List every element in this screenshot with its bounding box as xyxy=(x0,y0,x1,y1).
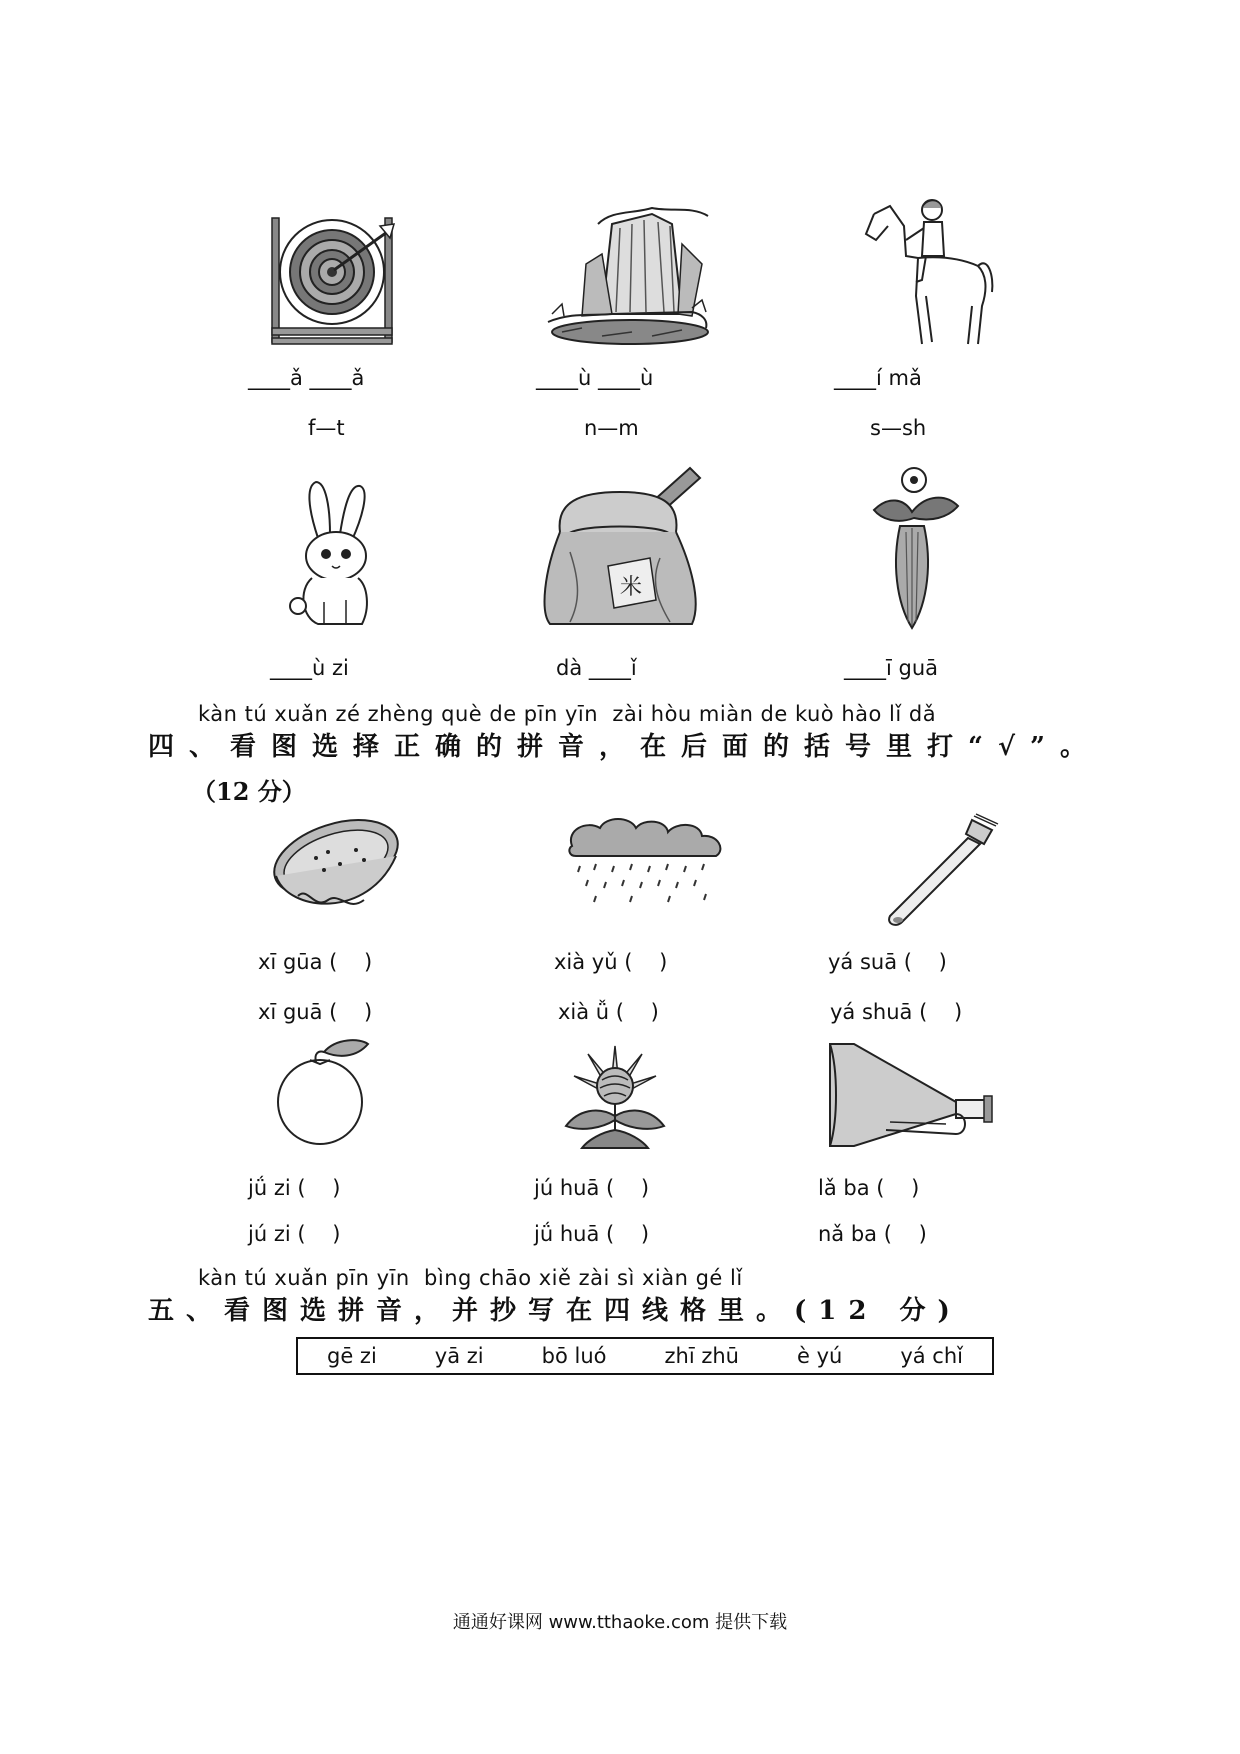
blank-horse-rider: ____í mǎ xyxy=(834,366,922,390)
rice-sack-icon xyxy=(540,462,704,632)
blank-rabbit: ____ù zi xyxy=(270,656,349,680)
hint-s-sh: s—sh xyxy=(870,416,927,440)
option-rain-b[interactable]: xià ǚ ( ) xyxy=(558,1000,659,1024)
option-trumpet-a[interactable]: lǎ ba ( ) xyxy=(818,1176,920,1200)
section5-pinyin: kàn tú xuǎn pīn yīn bìng chāo xiě zài sì xiàn gé lǐ xyxy=(198,1266,743,1290)
section5-heading: 五、看图选拼音，并抄写在四线格里。(12 分) xyxy=(148,1296,962,1326)
word-bank-item: bō luó xyxy=(541,1344,607,1368)
option-chrysanthemum-b[interactable]: jǘ huā ( ) xyxy=(534,1222,650,1246)
section4-score: （12 分） xyxy=(192,777,306,806)
hint-n-m: n—m xyxy=(584,416,639,440)
waterfall-icon xyxy=(542,204,712,352)
word-bank-item: yā zi xyxy=(434,1344,484,1368)
option-chrysanthemum-a[interactable]: jú huā ( ) xyxy=(534,1176,650,1200)
word-bank-item: zhī zhū xyxy=(664,1344,739,1368)
blank-cucumber: ____ī guā xyxy=(844,656,939,680)
rain-cloud-icon xyxy=(566,816,726,908)
target-icon xyxy=(268,212,396,348)
option-toothbrush-b[interactable]: yá shuā ( ) xyxy=(830,1000,963,1024)
word-bank-item: gē zi xyxy=(327,1344,377,1368)
option-orange-b[interactable]: jú zi ( ) xyxy=(248,1222,341,1246)
hint-f-t: f—t xyxy=(308,416,345,440)
option-orange-a[interactable]: jǘ zi ( ) xyxy=(248,1176,341,1200)
horse-rider-icon xyxy=(860,196,996,346)
word-bank-item: è yú xyxy=(796,1344,843,1368)
chrysanthemum-icon xyxy=(558,1036,672,1150)
option-watermelon-a[interactable]: xī gūa ( ) xyxy=(258,950,373,974)
word-bank-item: yá chǐ xyxy=(900,1344,963,1368)
blank-rice-sack: dà ____ǐ xyxy=(556,656,637,680)
rabbit-icon xyxy=(284,478,386,630)
svg-text:米: 米 xyxy=(620,575,643,600)
blank-waterfall: ____ù ____ù xyxy=(536,366,654,390)
section4-pinyin: kàn tú xuǎn zé zhèng què de pīn yīn zài hòu miàn de kuò hào lǐ dǎ xyxy=(198,702,937,726)
word-bank-box xyxy=(296,1337,994,1375)
trumpet-icon xyxy=(826,1040,994,1150)
option-trumpet-b[interactable]: nǎ ba ( ) xyxy=(818,1222,927,1246)
watermelon-icon xyxy=(268,816,404,920)
option-toothbrush-a[interactable]: yá suā ( ) xyxy=(828,950,947,974)
option-rain-a[interactable]: xià yǔ ( ) xyxy=(554,950,668,974)
toothbrush-icon xyxy=(876,810,1000,934)
orange-icon xyxy=(272,1036,376,1148)
blank-target: ____ǎ ____ǎ xyxy=(248,366,365,390)
option-watermelon-b[interactable]: xī guā ( ) xyxy=(258,1000,373,1024)
cucumber-icon xyxy=(868,462,962,632)
footer-credit: 通通好课网 www.tthaoke.com 提供下载 xyxy=(452,1612,788,1633)
section4-heading: 四、看图选择正确的拼音，在后面的括号里打“√”。 xyxy=(148,732,1101,762)
